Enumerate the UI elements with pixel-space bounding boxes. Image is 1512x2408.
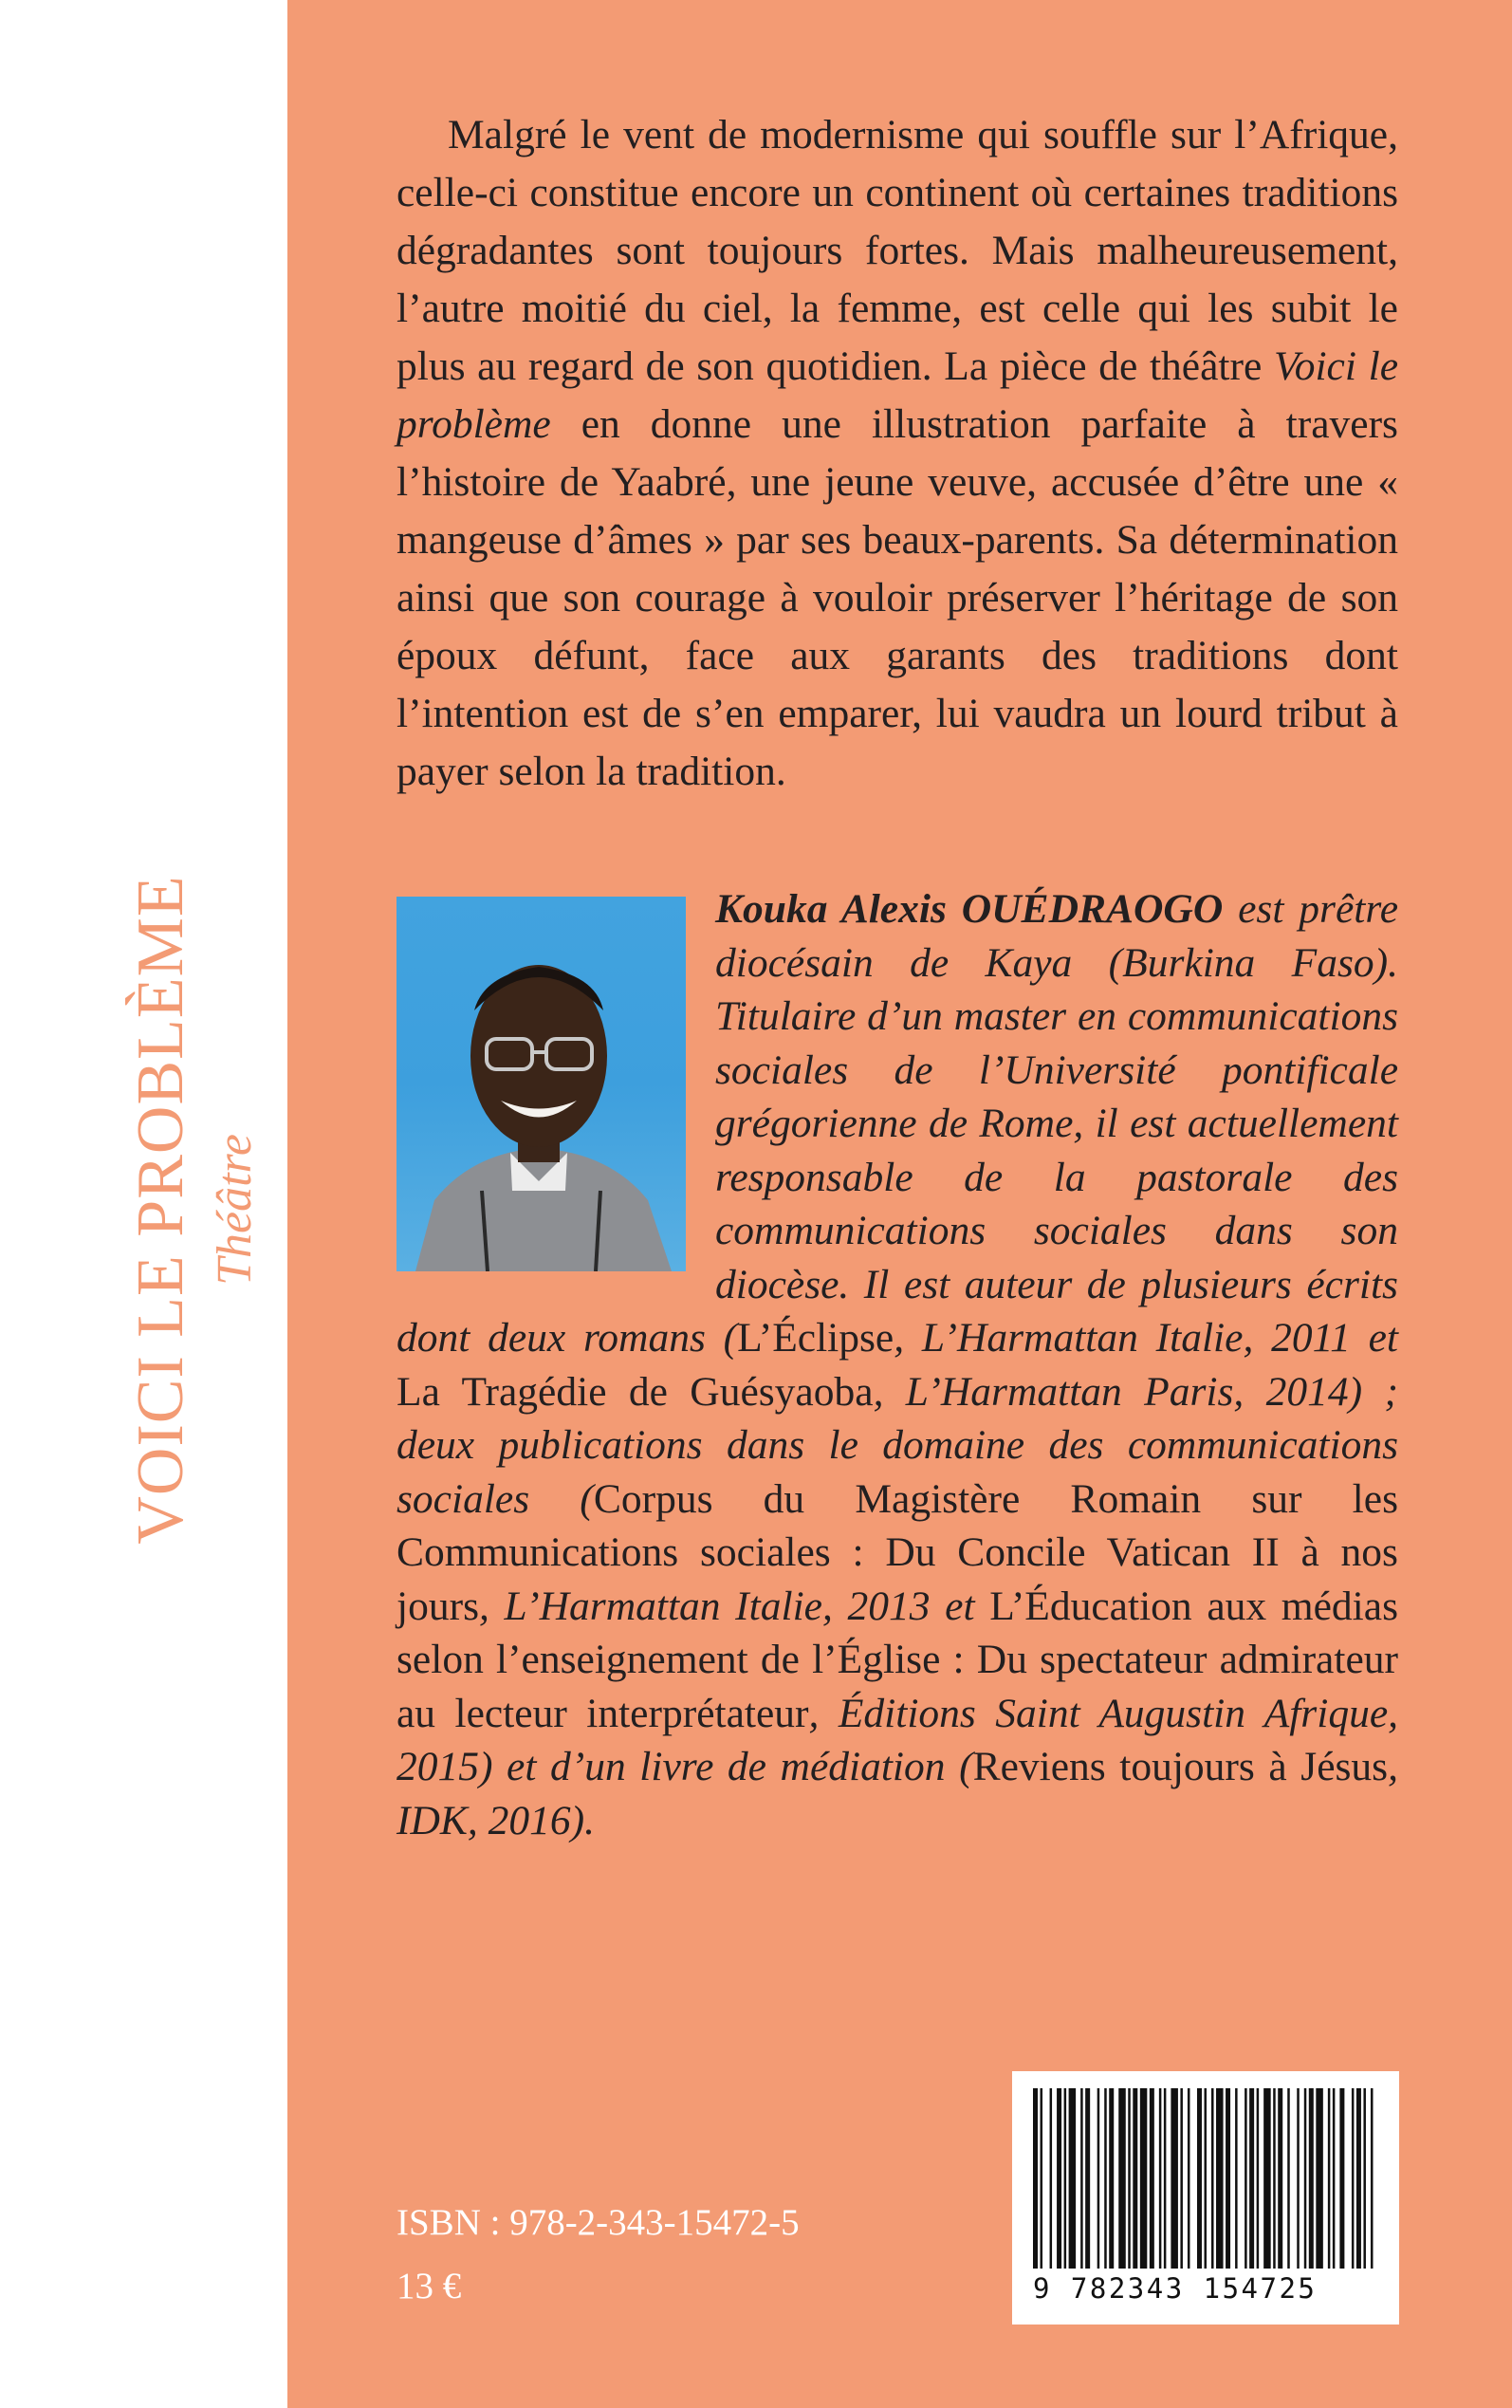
isbn: ISBN : 978-2-343-15472-5 xyxy=(396,2202,800,2243)
author-photo xyxy=(396,897,686,1271)
book-title: Corpus du Magistère Romain sur les Communications sociales : Du Concile Vatican II à nos jours xyxy=(396,1475,1399,1629)
barcode-bar xyxy=(1263,2088,1271,2269)
barcode-bar xyxy=(1304,2088,1307,2269)
barcode-bar xyxy=(1216,2088,1224,2269)
barcode-bar xyxy=(1057,2088,1061,2269)
book-title: Reviens toujours à Jésus xyxy=(972,1744,1389,1789)
barcode-bar xyxy=(1273,2088,1276,2269)
barcode-bar xyxy=(1245,2088,1247,2269)
barcode-bar xyxy=(1133,2088,1137,2269)
barcode-bar xyxy=(1180,2088,1183,2269)
barcode-bar xyxy=(1118,2088,1126,2269)
book-title: La Tragédie de Guésyaoba xyxy=(396,1368,874,1415)
blurb-play-title: Voici le problème xyxy=(396,343,1399,447)
barcode-bar xyxy=(1356,2088,1361,2269)
bio-text: , Éditions Saint Augustin Afrique, 2015) et d’un livre de médiation ( xyxy=(396,1690,1398,1789)
barcode-bar xyxy=(1204,2088,1207,2269)
barcode-bar xyxy=(1159,2088,1162,2269)
barcode-bar xyxy=(1171,2088,1178,2269)
author-name: Kouka Alexis OUÉDRAOGO xyxy=(715,886,1224,932)
barcode-bar xyxy=(1069,2088,1077,2269)
barcode-bar xyxy=(1211,2088,1214,2269)
barcode-number: 9 782343 154725 xyxy=(1033,2272,1318,2305)
barcode-bar xyxy=(1287,2088,1290,2269)
spine-subtitle: Théâtre xyxy=(208,1134,262,1286)
bio-text: est prêtre diocésain de Kaya (Burkina Faso). Titulaire d’un master en communications sociales de l’Université pontificale grégorienne de Rome, il est actuellement responsable de la pastorale des communications sociales dans son diocèse. Il est auteur de plusieurs écrits dont deux romans ( xyxy=(396,886,1398,1361)
barcode-bar xyxy=(1371,2088,1374,2269)
barcode-bar xyxy=(1041,2088,1043,2269)
barcode-bar xyxy=(1278,2088,1282,2269)
book-title: L’Éducation aux médias selon l’enseignement de l’Église : Du spectateur admirateur au lecteur interprétateur xyxy=(396,1583,1398,1736)
barcode-bar xyxy=(1328,2088,1331,2269)
barcode-bar xyxy=(1097,2088,1100,2269)
barcode-bars xyxy=(1033,2088,1380,2269)
spine-title: VOICI LE PROBLÈME xyxy=(124,875,197,1545)
spine xyxy=(0,0,287,2408)
barcode-bar xyxy=(1033,2088,1038,2269)
barcode-bar xyxy=(1109,2088,1114,2269)
barcode-bar xyxy=(1257,2088,1260,2269)
barcode-bar xyxy=(1235,2088,1238,2269)
book-title: L’Éclipse xyxy=(737,1315,894,1361)
price: 13 € xyxy=(396,2266,462,2306)
barcode-bar xyxy=(1316,2088,1323,2269)
back-cover-blurb xyxy=(396,106,1398,801)
barcode-bar xyxy=(1309,2088,1314,2269)
blurb-text-1: Malgré le vent de modernisme qui souffle sur l’Afrique, celle-ci constitue encore un continent où certaines traditions dégradantes sont toujours fortes. Mais malheureusement, l’autre moitié du ciel, la femme, est celle qui les subit le plus au regard de son quotidien. La pièce de théâtre xyxy=(396,112,1398,389)
barcode-bar xyxy=(1080,2088,1083,2269)
barcode xyxy=(1012,2071,1399,2325)
barcode-bar xyxy=(1064,2088,1067,2269)
barcode-bar xyxy=(1339,2088,1344,2269)
bio-text: , IDK, 2016). xyxy=(396,1744,1398,1843)
barcode-bar xyxy=(1050,2088,1053,2269)
barcode-bar xyxy=(1297,2088,1300,2269)
barcode-bar xyxy=(1128,2088,1131,2269)
barcode-bar xyxy=(1363,2088,1366,2269)
bio-text: , L’Harmattan Italie, 2011 et xyxy=(894,1315,1399,1361)
barcode-bar xyxy=(1085,2088,1090,2269)
barcode-bar xyxy=(1104,2088,1107,2269)
author-portrait-illustration xyxy=(396,897,686,1271)
barcode-bar xyxy=(1333,2088,1336,2269)
barcode-bar xyxy=(1226,2088,1230,2269)
barcode-bar xyxy=(1197,2088,1202,2269)
bio-text: , L’Harmattan Italie, 2013 et xyxy=(479,1583,990,1629)
barcode-bar xyxy=(1164,2088,1167,2269)
barcode-bar xyxy=(1352,2088,1355,2269)
blurb-text-2: en donne une illustration parfaite à travers l’histoire de Yaabré, une jeune veuve, accusée d’être une « mangeuse d’âmes » par ses beaux-parents. Sa détermination ainsi que son courage à vouloir préserver l’héritage de son époux défunt, face aux garants des traditions dont l’intention est de s’en emparer, lui vaudra un lourd tribut à payer selon la tradition. xyxy=(396,401,1398,794)
barcode-bar xyxy=(1140,2088,1148,2269)
barcode-bar xyxy=(1150,2088,1154,2269)
barcode-bar xyxy=(1249,2088,1254,2269)
barcode-bar xyxy=(1188,2088,1190,2269)
bio-text: , L’Harmattan Paris, 2014) ; deux publications dans le domaine des communications sociales ( xyxy=(396,1368,1399,1522)
